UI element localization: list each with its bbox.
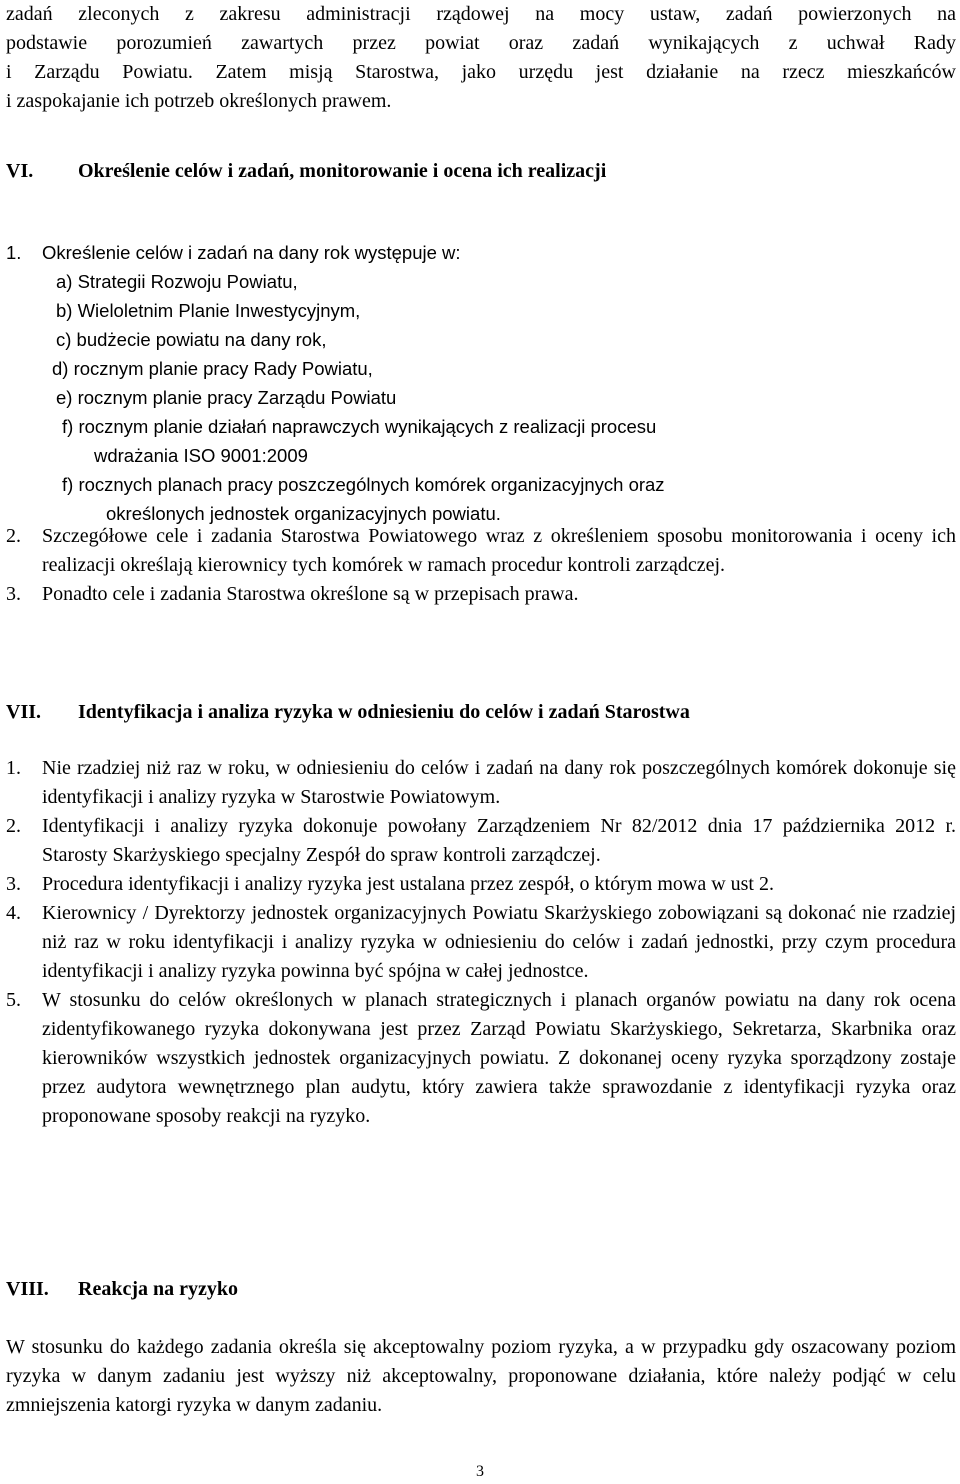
- sub-item-c: c) budżecie powiatu na dany rok,: [56, 329, 327, 350]
- section-8-title: Reakcja na ryzyko: [78, 1278, 238, 1300]
- item-text: Nie rzadziej niż raz w roku, w odniesieniu do celów i zadań na dany rok poszczególnych komórek dokonuje się identyfikacji i analizy ryzyka w Starostwie Powiatowym.: [42, 757, 956, 808]
- list-item: [6, 580, 956, 609]
- list-item: [6, 754, 956, 812]
- section-6-heading: [6, 157, 956, 186]
- item-number: 2.: [6, 815, 21, 837]
- item-text: Określenie celów i zadań na dany rok występuje w:: [42, 242, 461, 263]
- section-6-item-1: [6, 238, 956, 528]
- sub-item-a: a) Strategii Rozwoju Powiatu,: [56, 271, 298, 292]
- section-6-title: Określenie celów i zadań, monitorowanie i ocena ich realizacji: [78, 160, 607, 182]
- sub-item-d: d) rocznym planie pracy Rady Powiatu,: [52, 358, 373, 379]
- item-text: Identyfikacji i analizy ryzyka dokonuje powołany Zarządzeniem Nr 82/2012 dnia 17 października 2012 r. Starosty Skarżyskiego specjalny Zespół do spraw kontroli zarządczej.: [42, 815, 956, 866]
- sub-item-e: e) rocznym planie pracy Zarządu Powiatu: [56, 387, 397, 408]
- intro-line: i Zarządu Powiatu. Zatem misją Starostwa, jako urzędu jest działanie na rzecz mieszkańców: [6, 61, 956, 83]
- section-6-number: VI.: [6, 160, 34, 182]
- item-number: 1.: [6, 242, 22, 263]
- sub-item-f1-cont: wdrażania ISO 9001:2009: [94, 445, 308, 466]
- section-7-list: [6, 754, 956, 1131]
- item-number: 5.: [6, 989, 21, 1011]
- list-item: [6, 986, 956, 1131]
- section-8-text: W stosunku do każdego zadania określa się akceptowalny poziom ryzyka, a w przypadku gdy oszacowany poziom ryzyka w danym zadaniu jest wyższy niż akceptowalny, proponowane działania, które należy podjąć w celu zmniejszenia katorgi ryzyka w danym zadaniu.: [6, 1336, 956, 1416]
- section-8-number: VIII.: [6, 1278, 49, 1300]
- page-number: 3: [476, 1463, 484, 1480]
- item-number: 1.: [6, 757, 21, 779]
- item-number: 4.: [6, 902, 21, 924]
- section-7-number: VII.: [6, 701, 42, 723]
- sub-item-b: b) Wieloletnim Planie Inwestycyjnym,: [56, 300, 361, 321]
- item-text: Ponadto cele i zadania Starostwa określone są w przepisach prawa.: [42, 583, 579, 605]
- list-item: [6, 238, 956, 267]
- item-number: 2.: [6, 525, 21, 547]
- section-7-title: Identyfikacja i analiza ryzyka w odniesieniu do celów i zadań Starostwa: [78, 701, 690, 723]
- item-text: W stosunku do celów określonych w planach strategicznych i planach organów powiatu na dany rok ocena zidentyfikowanego ryzyka dokonywana jest przez Zarząd Powiatu Skarżyskiego, Sekretarza, Skarbnika oraz kierowników wszystkich jednostek organizacyjnych powiatu. Z dokonanej oceny ryzyka sporządzony zostaje przez audytora wewnętrznego plan audytu, który zawiera także sprawozdanie z identyfikacji ryzyka oraz proponowane sposoby reakcji na ryzyko.: [42, 989, 956, 1127]
- item-text: Szczegółowe cele i zadania Starostwa Powiatowego wraz z określeniem sposobu monitorowania i oceny ich realizacji określają kierownicy tych komórek w ramach procedur kontroli zarządczej.: [42, 525, 956, 576]
- sub-item-f2-cont: określonych jednostek organizacyjnych powiatu.: [106, 503, 501, 524]
- sub-item-f1: f) rocznym planie działań naprawczych wynikających z realizacji procesu: [62, 416, 657, 437]
- intro-line: zadań zleconych z zakresu administracji rządowej na mocy ustaw, zadań powierzonych na: [6, 3, 956, 25]
- intro-line: podstawie porozumień zawartych przez powiat oraz zadań wynikających z uchwał Rady: [6, 32, 956, 54]
- item-text: Procedura identyfikacji i analizy ryzyka jest ustalana przez zespół, o którym mowa w ust 2.: [42, 873, 774, 895]
- list-item: [6, 899, 956, 986]
- section-7-heading: [6, 698, 956, 727]
- section-8-paragraph: [6, 1333, 956, 1420]
- item-text: Kierownicy / Dyrektorzy jednostek organizacyjnych Powiatu Skarżyskiego zobowiązani są dokonać nie rzadziej niż raz w roku identyfikacji i analizy ryzyka w odniesieniu do celów i zadań jednostki, przy czym procedura identyfikacji i analizy ryzyka powinna być spójna w całej jednostce.: [42, 902, 956, 982]
- item-number: 3.: [6, 873, 21, 895]
- list-item: [6, 522, 956, 580]
- list-item: [6, 812, 956, 870]
- intro-paragraph: [6, 0, 956, 116]
- section-6-items-2-3: [6, 522, 956, 609]
- sub-item-f2: f) rocznych planach pracy poszczególnych komórek organizacyjnych oraz: [62, 474, 665, 495]
- list-item: [6, 870, 956, 899]
- intro-line: i zaspokajanie ich potrzeb określonych prawem.: [6, 90, 392, 112]
- section-8-heading: [6, 1275, 956, 1304]
- item-number: 3.: [6, 583, 21, 605]
